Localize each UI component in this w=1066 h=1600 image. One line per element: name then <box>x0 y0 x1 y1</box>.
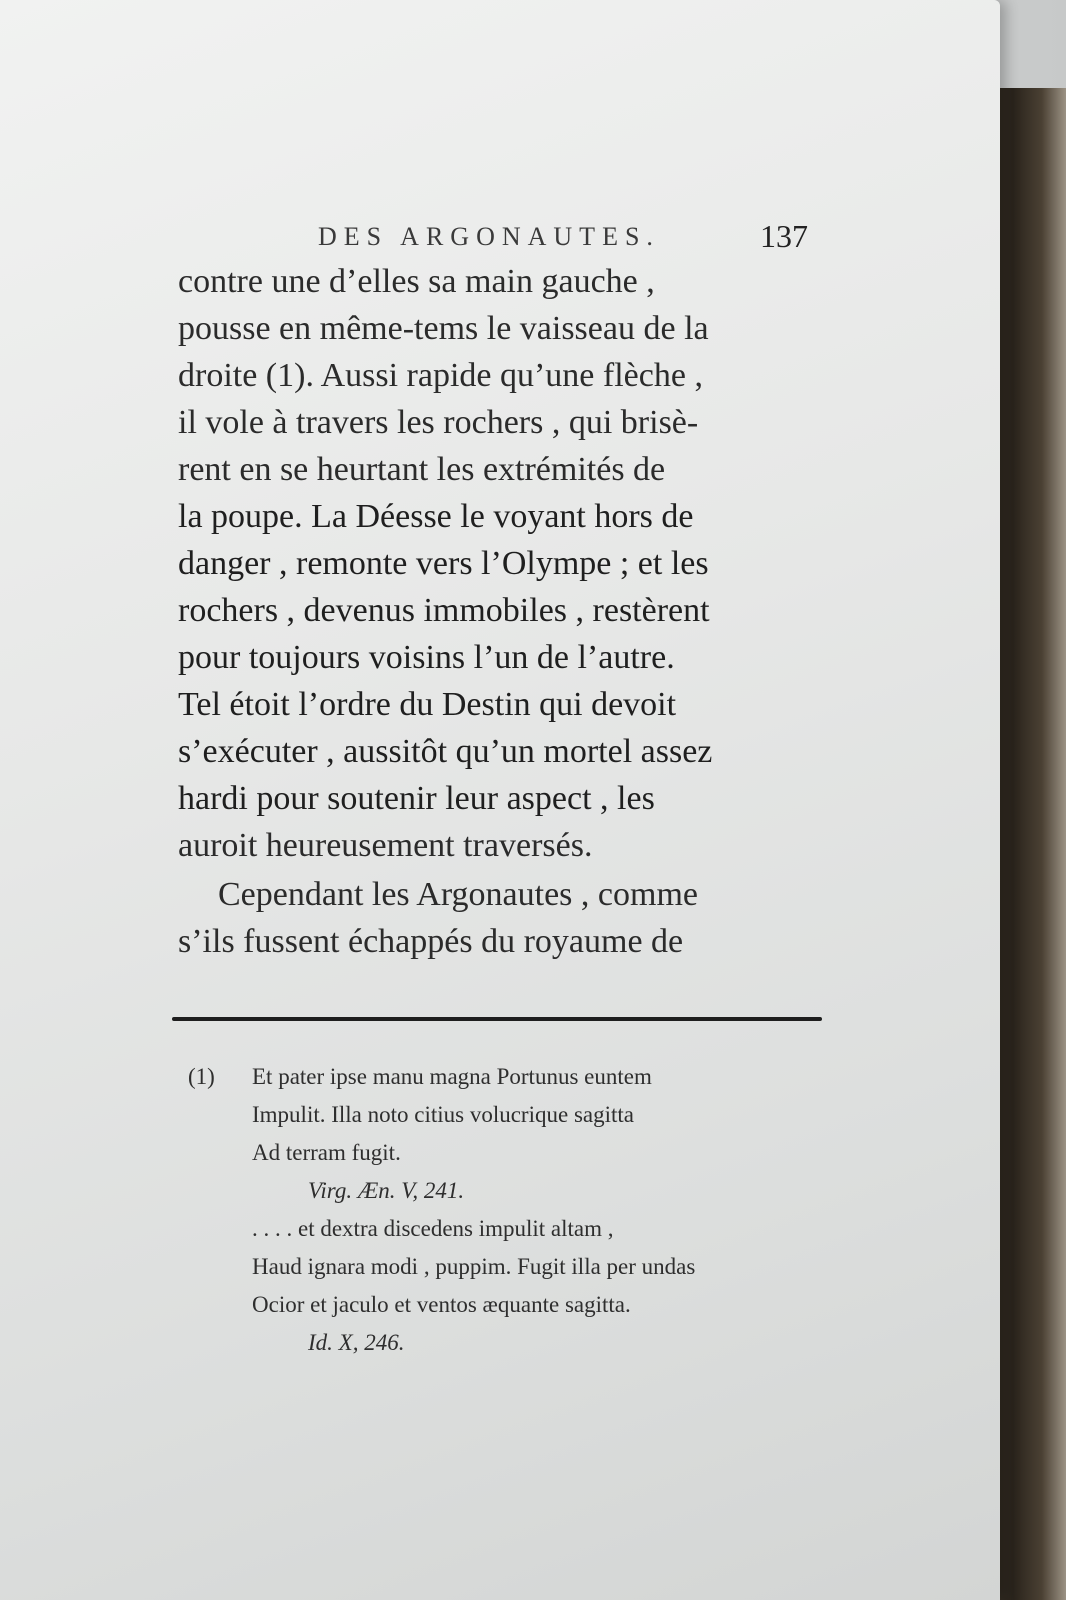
footnote-line <box>188 1286 848 1324</box>
footnote-citation: Virg. Æn. V, 241. <box>308 1178 465 1203</box>
footnote-divider <box>172 1017 822 1021</box>
footnote-marker: (1) <box>188 1064 215 1089</box>
body-line: droite (1). Aussi rapide qu’une flèche , <box>178 357 703 394</box>
footnote-text: Ad terram fugit. <box>252 1140 401 1165</box>
body-line: pousse en même-tems le vaisseau de la <box>178 310 709 347</box>
page-number: 137 <box>760 218 808 254</box>
footnote-line <box>188 1134 848 1172</box>
body-text <box>178 258 818 965</box>
footnote-line <box>188 1172 848 1210</box>
body-line: rent en se heurtant les extrémités de <box>178 451 666 488</box>
footnote-line <box>188 1324 848 1362</box>
footnote-citation: Id. X, 246. <box>308 1330 405 1355</box>
footnote-text: Et pater ipse manu magna Portunus euntem <box>252 1064 652 1089</box>
footnotes <box>188 1058 848 1362</box>
body-line: Tel étoit l’ordre du Destin qui devoit <box>178 686 677 723</box>
body-line: auroit heureusement traversés. <box>178 827 593 864</box>
body-line: pour toujours voisins l’un de l’autre. <box>178 639 675 676</box>
footnote-line <box>188 1058 848 1096</box>
body-line: rochers , devenus immobiles , restèrent <box>178 592 710 629</box>
body-line: danger , remonte vers l’Olympe ; et les <box>178 545 709 582</box>
body-line: hardi pour soutenir leur aspect , les <box>178 780 655 817</box>
footnote-line <box>188 1096 848 1134</box>
body-line: contre une d’elles sa main gauche , <box>178 263 655 300</box>
footnote-text: Ocior et jaculo et ventos æquante sagitta. <box>252 1292 631 1317</box>
running-head-title: DES ARGONAUTES. <box>318 222 660 251</box>
body-line: Cependant les Argonautes , comme <box>218 876 698 913</box>
running-head <box>318 218 808 258</box>
body-line: s’ils fussent échappés du royaume de <box>178 923 684 960</box>
body-line: il vole à travers les rochers , qui brisè- <box>178 404 699 441</box>
footnote-line <box>188 1210 848 1248</box>
footnote-text: Impulit. Illa noto citius volucrique sagitta <box>252 1102 634 1127</box>
footnote-line <box>188 1248 848 1286</box>
footnote-text: Haud ignara modi , puppim. Fugit illa per undas <box>252 1254 696 1279</box>
body-line: la poupe. La Déesse le voyant hors de <box>178 498 694 535</box>
footnote-text: . . . . et dextra discedens impulit altam , <box>252 1216 614 1241</box>
body-line: s’exécuter , aussitôt qu’un mortel assez <box>178 733 713 770</box>
